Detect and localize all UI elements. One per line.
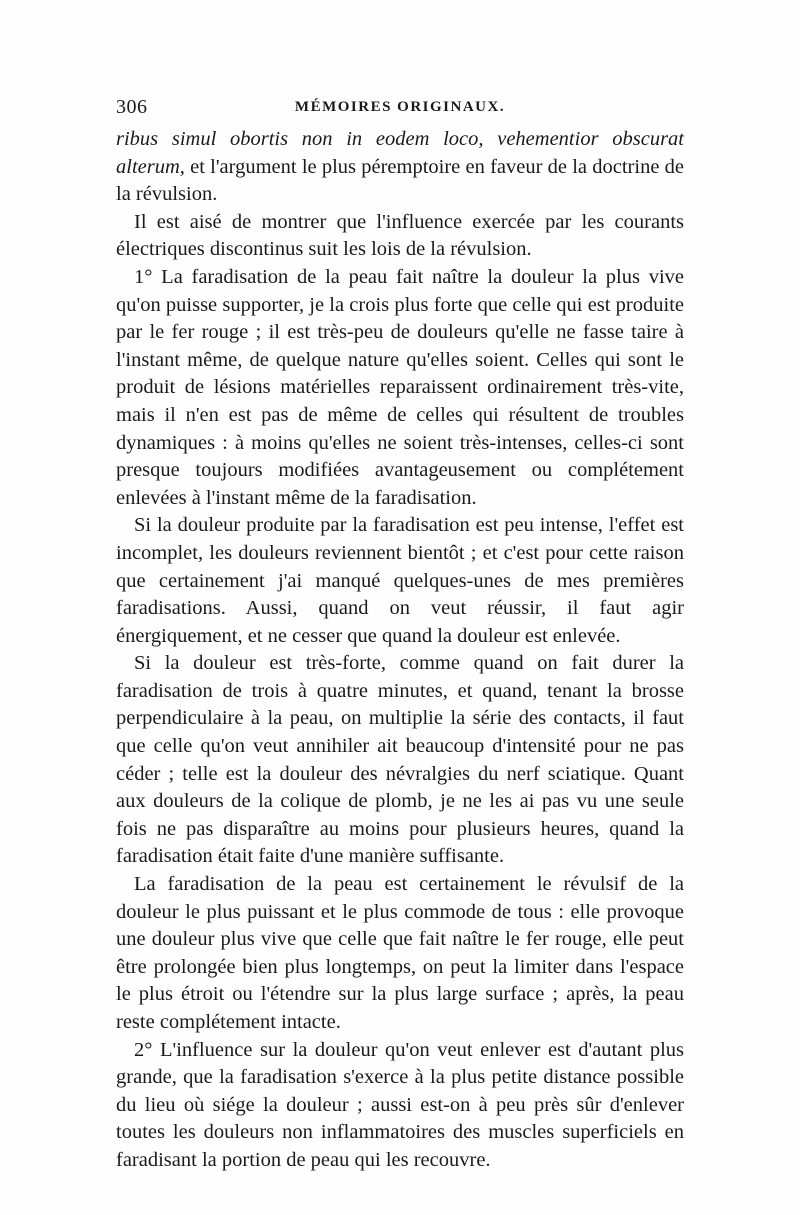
paragraph-continuation [116, 126, 684, 209]
paragraph: 1° La faradisation de la peau fait naître la douleur la plus vive qu'on puisse supporter, je la crois plus forte que celle qui est produite par le fer rouge ; il est très-peu de douleurs qu'elle ne fasse taire à l'instant même, de quelque nature qu'elles soient. Celles qui sont le produit de lésions matérielles reparaissent ordinairement très-vite, mais il n'en est pas de même de celles qui résultent de troubles dynamiques : à moins qu'elles ne soient très-intenses, celles-ci sont presque toujours modifiées avantageusement ou complétement enlevées à l'instant même de la faradisation. [116, 265, 684, 509]
running-title: MÉMOIRES ORIGINAUX. [294, 99, 506, 115]
page-number: 306 [116, 96, 148, 118]
running-head [116, 96, 684, 126]
paragraph: 2° L'influence sur la douleur qu'on veut enlever est d'autant plus grande, que la faradisation s'exerce à la plus petite distance possible du lieu où siége la douleur ; aussi est-on à peu près sûr d'enlever toutes les douleurs non inflammatoires des muscles superficiels en faradisant la portion de peau qui les recouvre. [116, 1038, 684, 1171]
paragraph: Si la douleur produite par la faradisation est peu intense, l'effet est incomplet, les douleurs reviennent bientôt ; et c'est pour cette raison que certainement j'ai manqué quelques-unes de mes premières faradisations. Aussi, quand on veut réussir, il faut agir énergiquement, et ne cesser que quand la douleur est enlevée. [116, 514, 684, 647]
paragraph: Il est aisé de montrer que l'influence exercée par les courants électriques discontinus suit les lois de la révulsion. [116, 210, 684, 261]
paragraph-text: et l'argument le plus péremptoire en faveur de la doctrine de la révulsion. [116, 155, 684, 206]
latin-quotation: ribus simul obortis non in eodem loco, vehementior obscurat alterum, [116, 128, 684, 178]
paragraph: La faradisation de la peau est certainement le révulsif de la douleur le plus puissant et le plus commode de tous : elle provoque une douleur plus vive que celle que fait naître le fer rouge, elle peut être prolongée bien plus longtemps, on peut la limiter dans l'espace le plus étroit ou l'étendre sur la plus large surface ; après, la peau reste complétement intacte. [116, 873, 684, 1033]
body-text [116, 126, 684, 1175]
paragraph: Si la douleur est très-forte, comme quand on fait durer la faradisation de trois à quatre minutes, et quand, tenant la brosse perpendiculaire à la peau, on multiplie la série des contacts, il faut que celle qu'on veut annihiler ait beaucoup d'intensité pour ne pas céder ; telle est la douleur des névralgies du nerf sciatique. Quant aux douleurs de la colique de plomb, je ne les ai pas vu une seule fois ne pas disparaître au moins pour plusieurs heures, quand la faradisation était faite d'une manière suffisante. [116, 652, 684, 868]
